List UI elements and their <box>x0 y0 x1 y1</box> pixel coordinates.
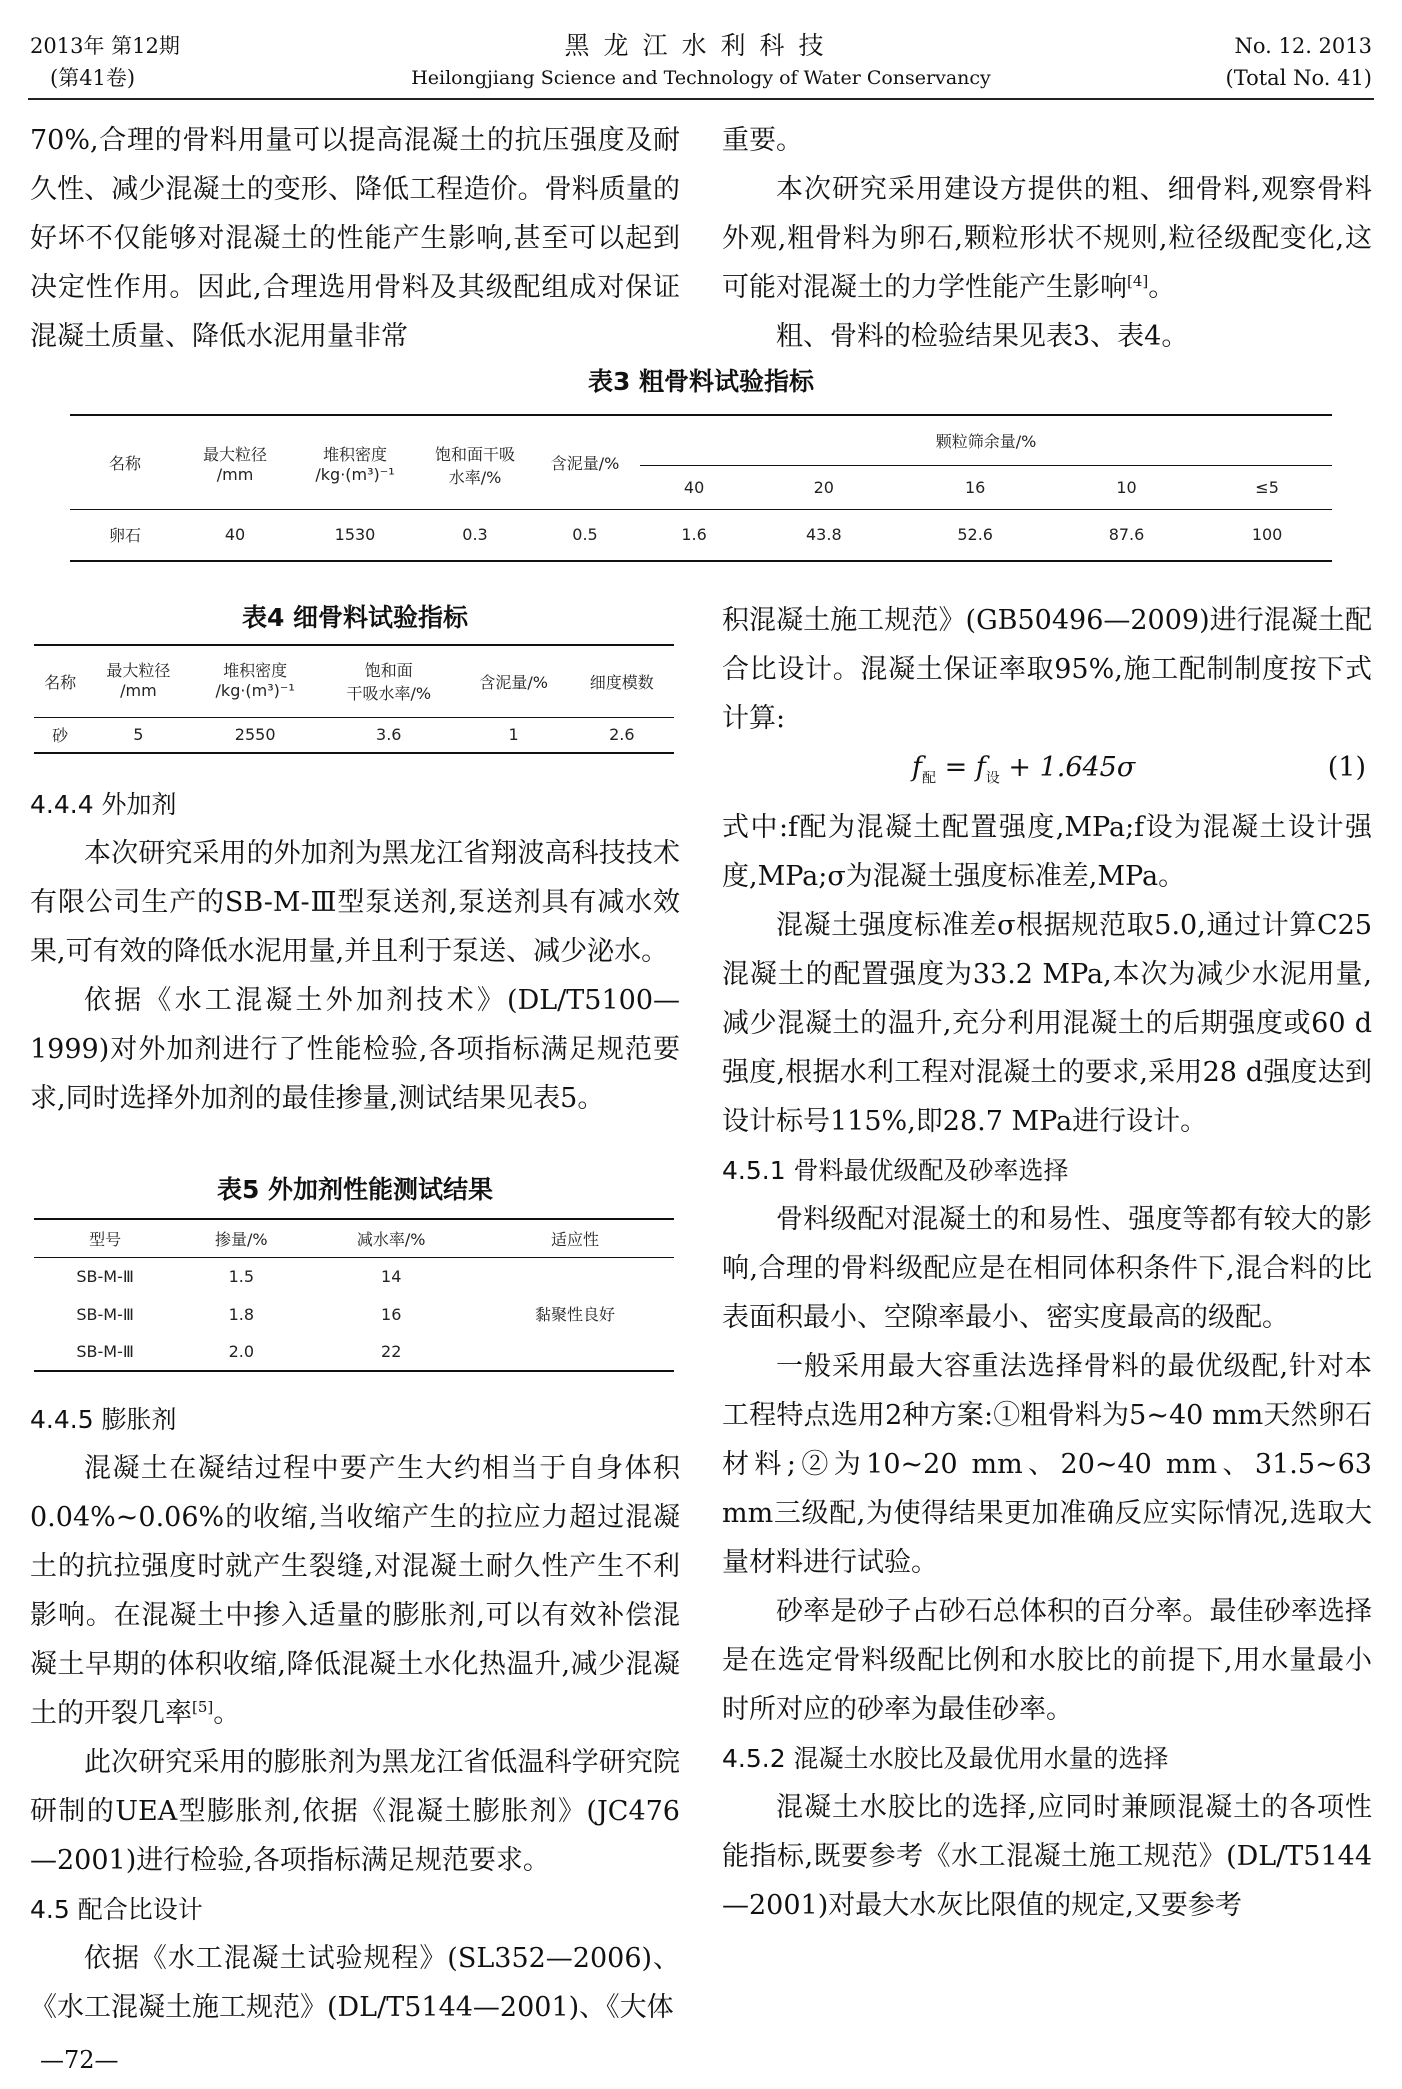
table-header: 堆积密度 <box>322 445 387 464</box>
paragraph: 本次研究采用的外加剂为黑龙江省翔波高科技技术有限公司生产的SB-M-Ⅲ型泵送剂,泵送剂具有减水效果,可有效的降低水泥用量,并且利于泵送、减少泌水。 <box>30 838 680 967</box>
left-column-bottom <box>30 1395 680 2032</box>
journal-title <box>0 30 1402 94</box>
table-cell: 0.5 <box>530 509 640 561</box>
table-header: 水率/% <box>448 468 502 487</box>
table-header: 饱和面 <box>364 661 413 680</box>
paragraph: 积混凝土施工规范》(GB50496—2009)进行混凝土配合比设计。混凝土保证率取95%,施工配制制度按下式计算: <box>722 605 1372 734</box>
paragraph: 混凝土在凝结过程中要产生大约相当于自身体积0.04%~0.06%的收缩,当收缩产生的拉应力超过混凝土的抗拉强度时就产生裂缝,对混凝土耐久性产生不利影响。在混凝土中掺入适量的膨胀剂,可以有效补偿混凝土早期的体积收缩,降低混凝土水化热温升,减少混凝土的开裂几率[5]。 <box>30 1453 680 1729</box>
table-header: 名称 <box>44 672 77 692</box>
table-header: 减水率/% <box>306 1219 476 1257</box>
table-header: 10 <box>1116 477 1137 497</box>
table-header: 适应性 <box>476 1219 674 1257</box>
table-header: 40 <box>683 477 705 497</box>
issue-no: No. 12. 2013 <box>1234 34 1372 58</box>
equation: $f_配 = f_设 + 1.645\sigma$ (1) <box>722 743 1372 803</box>
table-cell: 2.0 <box>228 1342 255 1361</box>
paragraph: 此次研究采用的膨胀剂为黑龙江省低温科学研究院研制的UEA型膨胀剂,依据《混凝土膨胀剂》(JC476—2001)进行检验,各项指标满足规范要求。 <box>30 1747 680 1876</box>
section-heading: 4.4.4 外加剂 <box>30 790 177 819</box>
journal-title-cn: 黑龙江水利科技 <box>564 31 838 60</box>
table-cell: 2550 <box>191 717 320 753</box>
issue-volume: (第41卷) <box>50 66 136 90</box>
table-cell: 黏聚性良好 <box>535 1305 616 1325</box>
paragraph: 本次研究采用建设方提供的粗、细骨料,观察骨料外观,粗骨料为卵石,颗粒形状不规则,粒径级配变化,这可能对混凝土的力学性能产生影响[4]。 <box>722 174 1372 303</box>
table-header: 最大粒径 <box>106 661 171 680</box>
table-cell: 87.6 <box>1051 509 1202 561</box>
table-row <box>34 1257 674 1295</box>
table-header: 掺量/% <box>176 1219 306 1257</box>
table-cell: 1.5 <box>228 1266 255 1286</box>
section-heading: 4.5.1 骨料最优级配及砂率选择 <box>722 1156 1069 1186</box>
right-column-main <box>722 596 1372 1930</box>
table-cell: 砂 <box>34 717 86 753</box>
table-cell: 16 <box>381 1304 402 1324</box>
paragraph: 依据《水工混凝土试验规程》(SL352—2006)、《水工混凝土施工规范》(DL/T5144—2001)、《大体 <box>30 1943 680 2023</box>
table-header: ≤5 <box>1255 477 1279 497</box>
paragraph: 式中:f配为混凝土配置强度,MPa;f设为混凝土设计强度,MPa;σ为混凝土强度标准差,MPa。 <box>722 812 1372 893</box>
table3 <box>70 414 1332 562</box>
table-cell: 2.6 <box>570 717 674 753</box>
table-row <box>34 717 674 753</box>
issue-number <box>1226 30 1372 94</box>
table-cell: 100 <box>1202 509 1332 561</box>
table-header: /mm <box>216 465 254 484</box>
header-rule <box>28 98 1374 100</box>
section-heading: 4.5.2 混凝土水胶比及最优用水量的选择 <box>722 1744 1169 1774</box>
table-cell: 1530 <box>290 509 420 561</box>
table-header: 名称 <box>108 453 141 473</box>
table-header: 含泥量/% <box>550 453 620 473</box>
table-cell: SB-M-Ⅲ <box>76 1266 134 1286</box>
table-cell: 1.6 <box>640 509 748 561</box>
paragraph: 混凝土强度标准差σ根据规范取5.0,通过计算C25混凝土的配置强度为33.2 MPa,本次为减少水泥用量,减少混凝土的温升,充分利用混凝土的后期强度或60 d强度,根据水利工程对混凝土的要求,采用28 d强度达到设计标号115%,即28.7 MPa进行设计。 <box>722 910 1372 1138</box>
table-cell: 1 <box>458 717 570 753</box>
table-header: 颗粒筛余量/% <box>640 415 1332 465</box>
paragraph: 粗、骨料的检验结果见表3、表4。 <box>776 321 1189 352</box>
journal-title-en: Heilongjiang Science and Technology of Water Conservancy <box>411 67 991 89</box>
table-cell: SB-M-Ⅲ <box>76 1342 134 1361</box>
table4 <box>34 644 674 754</box>
section-heading: 4.4.5 膨胀剂 <box>30 1405 177 1434</box>
table-row <box>70 509 1332 561</box>
reference: [5] <box>192 1698 214 1716</box>
table-cell: SB-M-Ⅲ <box>76 1304 134 1324</box>
table5-caption: 表5 外加剂性能测试结果 <box>216 1175 494 1204</box>
paragraph: 混凝土水胶比的选择,应同时兼顾混凝土的各项性能指标,既要参考《水工混凝土施工规范》(DL/T5144—2001)对最大水灰比限值的规定,又要参考 <box>722 1792 1372 1922</box>
table-cell: 1.8 <box>228 1304 255 1324</box>
table-cell: 40 <box>180 509 290 561</box>
table-header: /mm <box>120 681 157 700</box>
table-header: 含泥量/% <box>479 672 548 692</box>
table-cell: 卵石 <box>70 509 180 561</box>
table-header: 饱和面干吸 <box>434 445 515 464</box>
table-header: 20 <box>813 477 834 497</box>
table4-caption: 表4 细骨料试验指标 <box>241 603 469 632</box>
table-cell: 3.6 <box>320 717 458 753</box>
table-header: 堆积密度 <box>223 661 288 680</box>
table-cell: 5 <box>86 717 190 753</box>
page-number: —72— <box>40 2046 119 2074</box>
table3-caption: 表3 粗骨料试验指标 <box>587 367 815 396</box>
table5 <box>34 1218 674 1372</box>
table-cell: 0.3 <box>420 509 530 561</box>
table-header: /kg·(m³)⁻¹ <box>315 465 395 484</box>
table-cell: 22 <box>381 1342 402 1361</box>
paragraph: 依据《水工混凝土外加剂技术》(DL/T5100—1999)对外加剂进行了性能检验,各项指标满足规范要求,同时选择外加剂的最佳掺量,测试结果见表5。 <box>30 985 680 1114</box>
paragraph: 70%,合理的骨料用量可以提高混凝土的抗压强度及耐久性、减少混凝土的变形、降低工程造价。骨料质量的好坏不仅能够对混凝土的性能产生影响,甚至可以起到决定性作用。因此,合理选用骨料及其级配组成对保证混凝土质量、降低水泥用量非常 <box>30 125 680 352</box>
table-cell: 14 <box>381 1266 402 1286</box>
table-header: 细度模数 <box>589 672 654 692</box>
table-header: /kg·(m³)⁻¹ <box>215 681 295 700</box>
right-column-top <box>722 116 1372 361</box>
table-header: 最大粒径 <box>202 445 267 464</box>
reference: [4] <box>1127 272 1149 290</box>
equation-number: (1) <box>1327 752 1366 783</box>
paragraph: 重要。 <box>722 125 803 156</box>
left-column-top <box>30 116 680 361</box>
table-cell: 43.8 <box>748 509 899 561</box>
paragraph: 砂率是砂子占砂石总体积的百分率。最佳砂率选择是在选定骨料级配比例和水胶比的前提下,用水量最小时所对应的砂率为最佳砂率。 <box>722 1596 1372 1726</box>
issue-year: 2013年 第12期 <box>30 34 180 58</box>
table-header: 型号 <box>34 1219 176 1257</box>
table-header: 16 <box>964 477 986 497</box>
table-cell: 52.6 <box>899 509 1050 561</box>
paragraph: 一般采用最大容重法选择骨料的最优级配,针对本工程特点选用2种方案:①粗骨料为5~40 mm天然卵石材料;②为10~20 mm、20~40 mm、31.5~63 mm三级配,为使得结果更加准确反应实际情况,选取大量材料进行试验。 <box>722 1351 1372 1579</box>
section-heading: 4.5 配合比设计 <box>30 1895 203 1924</box>
table-header: 干吸水率/% <box>346 684 432 703</box>
left-column-middle <box>30 780 680 1123</box>
paragraph: 骨料级配对混凝土的和易性、强度等都有较大的影响,合理的骨料级配应是在相同体积条件下,混合料的比表面积最小、空隙率最小、密实度最高的级配。 <box>722 1204 1372 1334</box>
issue-total: (Total No. 41) <box>1225 66 1372 90</box>
